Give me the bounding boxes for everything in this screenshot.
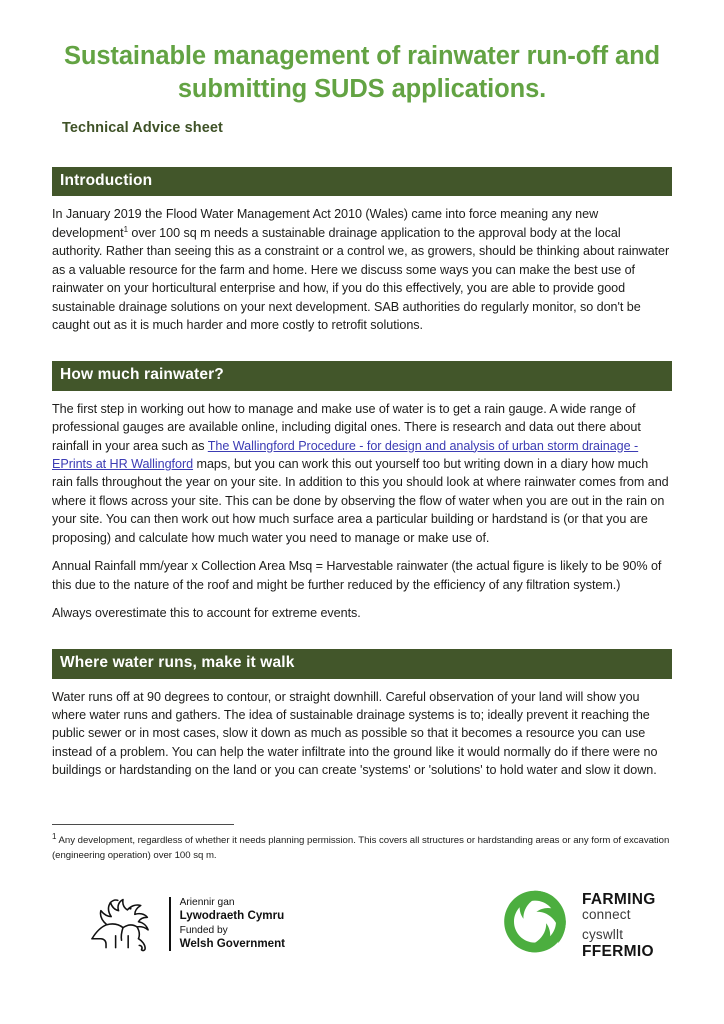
wg-line-ariennir: Ariennir gan xyxy=(179,896,235,908)
welsh-government-text xyxy=(180,897,285,951)
paragraph-rainwater-measurement xyxy=(52,400,672,548)
title-block xyxy=(0,0,724,136)
intro-text-before-footnote: In January 2019 the Flood Water Management Act 2010 (Wales) came into force meaning any new development xyxy=(52,207,599,240)
section-heading-how-much-rainwater: How much rainwater? xyxy=(52,361,672,390)
intro-text-after-footnote: over 100 sq m needs a sustainable drainage application to the approval body at the local authority. Rather than seeing this as a constraint or a control we, as growers, should be thinking about rainwater as a valuable resource for the farm and home. Here we discuss some ways you can make the best use of rainwater on your horticultural enterprise and how, if you do this effectively, you are able to provide good sustainable drainage solutions on your next development. SAB authorities do regularly monitor, so don't be caught out as it is much harder and more costly to retrofit solutions. xyxy=(52,225,670,333)
document-content xyxy=(0,167,724,779)
farming-connect-text xyxy=(582,891,656,960)
paragraph-introduction xyxy=(52,205,672,334)
rainwater-text-after-link: maps, but you can work this out yourself too but writing down in a diary how much rain falls throughout the year on your site. In addition to this you should look at where rainwater comes from and where it flows across your site. This can be done by observing the flow of water when you are out in the rain on your site. You can then work out how much surface area a particular building or hardstand is (or that you are proposing) and calculate how much water you need to manage or make use of. xyxy=(52,456,669,545)
welsh-government-logo xyxy=(86,890,285,957)
paragraph-water-runoff: Water runs off at 90 degrees to contour, or straight downhill. Careful observation of your land will show you where water runs and gathers. The idea of sustainable drainage systems is to; ideally prevent it reaching the public sewer or in most cases, slow it down as much as possible so that it becomes a resource you can use instead of a problem. You can help the water infiltrate into the ground like it would normally do if there were no buildings or hardstanding on the land or you can create 'systems' or 'solutions' to hold water and slow it down. xyxy=(52,689,658,778)
footer-logos xyxy=(0,884,724,974)
footnote-text xyxy=(52,834,672,863)
section-heading-where-water-runs: Where water runs, make it walk xyxy=(52,649,672,678)
footnote-block xyxy=(52,824,672,863)
wg-line-funded-by: Funded by xyxy=(179,925,228,936)
fc-line-cyswllt: cyswllt xyxy=(582,927,624,942)
farming-connect-logo xyxy=(500,888,656,963)
fc-line-connect: connect xyxy=(582,907,631,923)
page-subtitle: Technical Advice sheet xyxy=(62,120,223,137)
wg-line-welsh-government: Welsh Government xyxy=(179,936,286,950)
section-heading-introduction: Introduction xyxy=(52,167,672,196)
footnote-divider xyxy=(52,824,234,825)
footnote-reference-1: 1 xyxy=(123,224,128,234)
welsh-dragon-icon xyxy=(86,890,160,957)
fc-line-ffermio: FFERMIO xyxy=(582,942,654,960)
paragraph-harvestable-formula: Annual Rainfall mm/year x Collection Area Msq = Harvestable rainwater (the actual figure is likely to be 90% of this due to the nature of the roof and might be further reduced by the efficiency of any filtration system.) xyxy=(52,559,662,592)
fc-line-farming: FARMING xyxy=(582,891,656,909)
logo-divider xyxy=(169,897,171,951)
footnote-body: Any development, regardless of whether it needs planning permission. This covers all structures or hardstanding areas or any form of excavation (engineering operation) over 100 sq m. xyxy=(52,835,670,861)
wg-line-lywodraeth: Lywodraeth Cymru xyxy=(179,908,285,922)
page-title: Sustainable management of rainwater run-off and submitting SUDS applications. xyxy=(63,42,661,104)
wallingford-procedure-link[interactable]: The Wallingford Procedure - for design and analysis of urban storm drainage - EPrints at HR Wallingford xyxy=(52,438,639,471)
paragraph-overestimate-note: Always overestimate this to account for extreme events. xyxy=(52,606,361,620)
footnote-marker-1: 1 xyxy=(52,832,57,842)
rainwater-text-before-link: The first step in working out how to manage and make use of water is to get a rain gauge. A wide range of professional gauges are available online, including digital ones. There is research and data out there about rainfall in your area such as xyxy=(52,401,641,453)
farming-connect-swirl-icon xyxy=(500,888,570,963)
